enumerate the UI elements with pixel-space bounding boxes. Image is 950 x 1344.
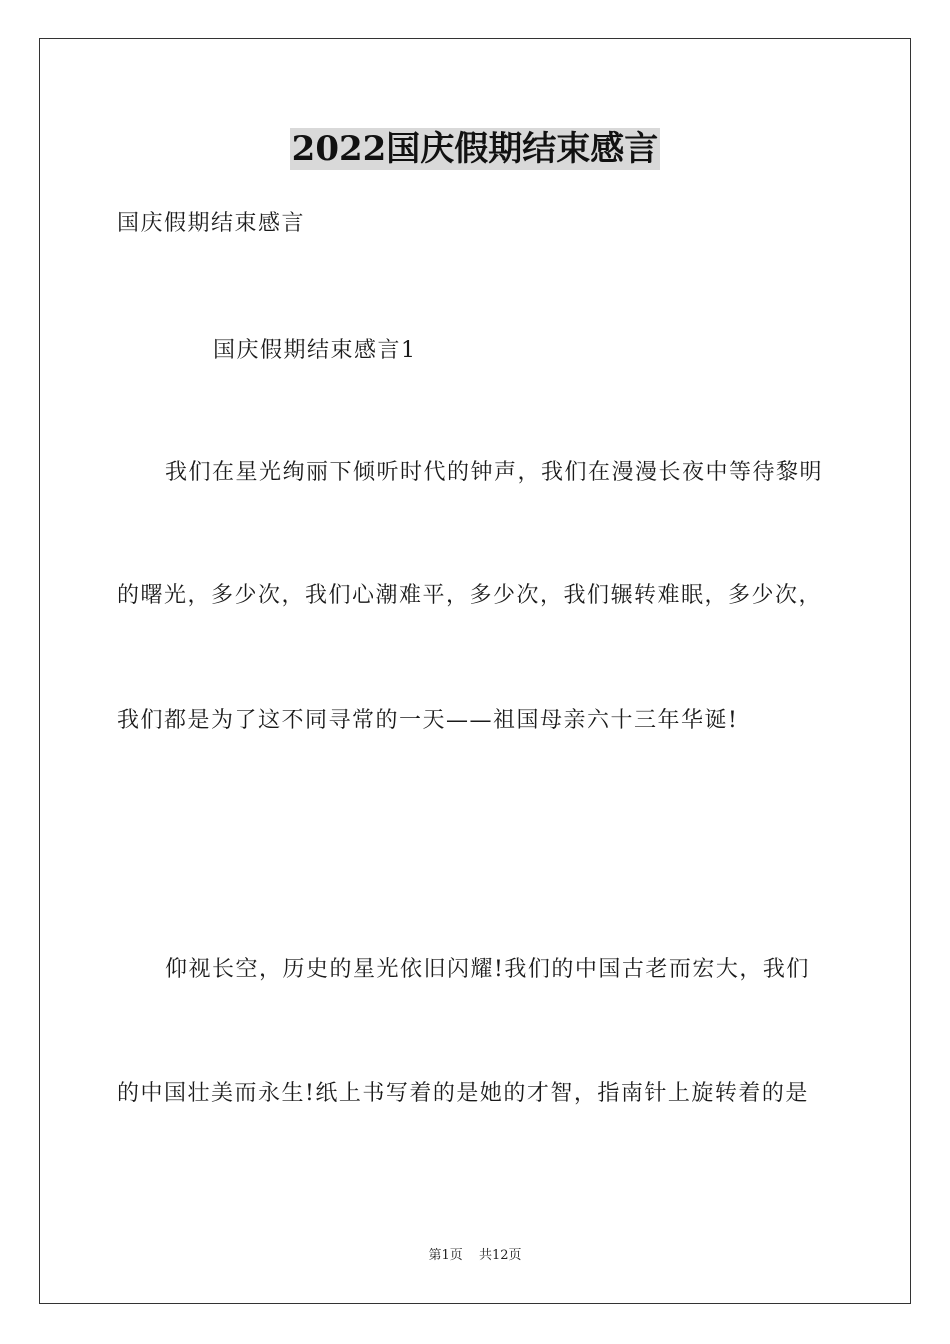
- document-title-text: 2022国庆假期结束感言: [291, 129, 659, 169]
- page-footer: [0, 1246, 950, 1266]
- page-number-current: 第1页: [428, 1248, 463, 1263]
- document-subtitle: 国庆假期结束感言: [117, 211, 306, 236]
- page-number-total: 共12页: [478, 1248, 522, 1263]
- paragraph-1-line-3: 我们都是为了这不同寻常的一天——祖国母亲六十三年华诞!: [117, 708, 739, 733]
- document-title: [0, 128, 950, 176]
- paragraph-1-line-1: 我们在星光绚丽下倾听时代的钟声，我们在漫漫长夜中等待黎明: [165, 460, 824, 485]
- paragraph-1-line-2: 的曙光，多少次，我们心潮难平，多少次，我们辗转难眠，多少次，: [117, 583, 823, 608]
- section-heading: 国庆假期结束感言1: [213, 338, 417, 363]
- paragraph-2-line-1: 仰视长空，历史的星光依旧闪耀!我们的中国古老而宏大，我们: [165, 957, 810, 982]
- paragraph-2-line-2: 的中国壮美而永生!纸上书写着的是她的才智，指南针上旋转着的是: [117, 1081, 809, 1106]
